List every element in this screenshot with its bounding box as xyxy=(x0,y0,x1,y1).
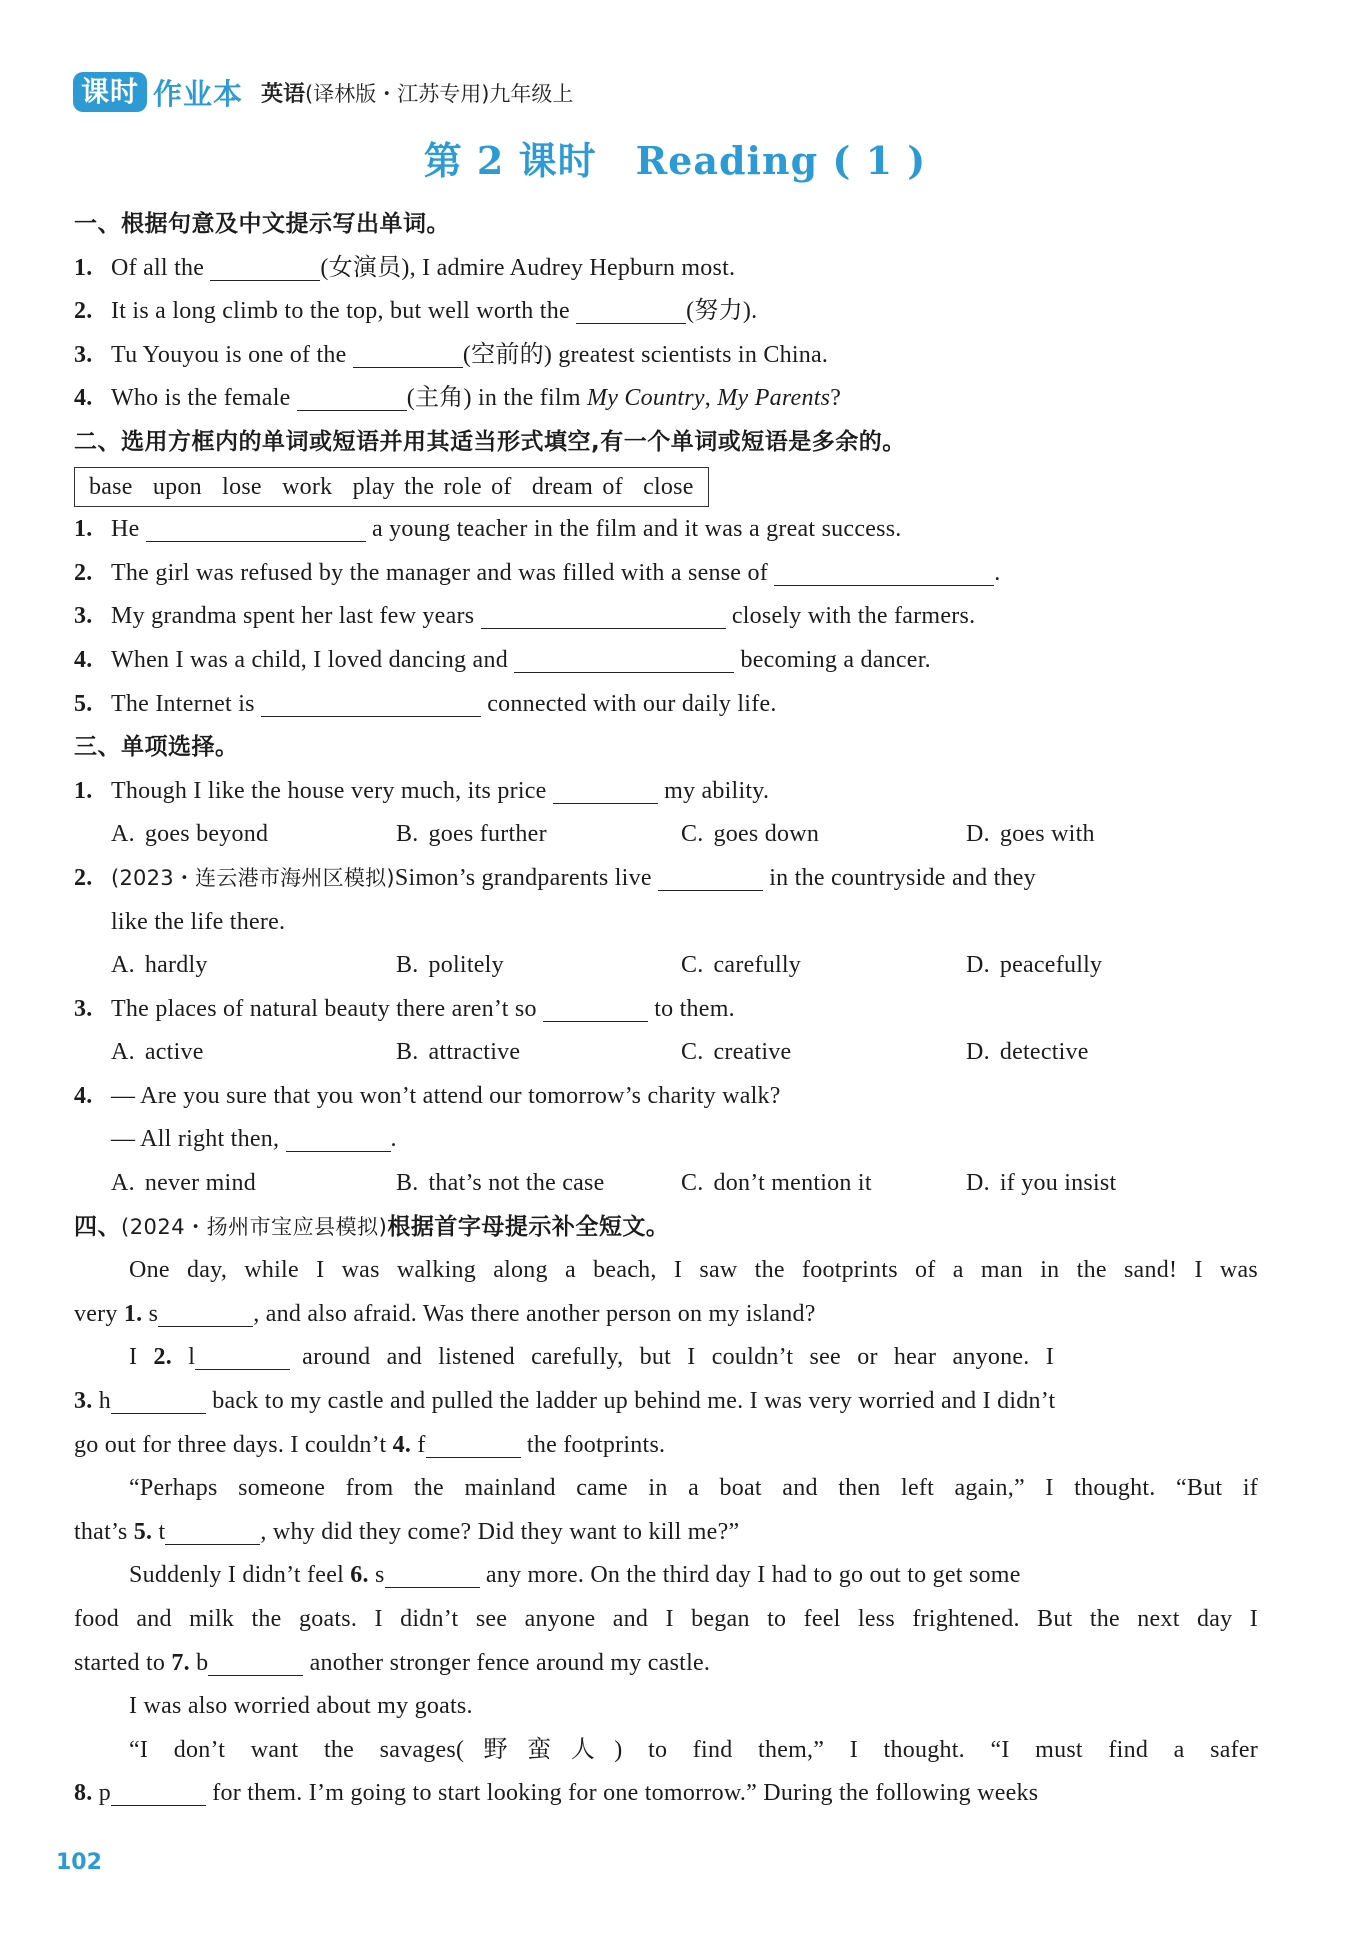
exercise-item: 1. Of all the (女演员), I admire Audrey Hepburn most. xyxy=(74,247,1258,291)
option-c[interactable]: C. don’t mention it xyxy=(681,1170,872,1197)
passage-line: food and milk the goats. I didn’t see anyone and I began to feel less frightened. But the next day I xyxy=(74,1606,1258,1632)
option-b[interactable]: B. that’s not the case xyxy=(396,1170,605,1197)
answer-blank[interactable] xyxy=(514,644,734,673)
exercise-item: 1. He a young teacher in the film and it was a great success. xyxy=(74,508,1258,552)
brand-logo: 课时 xyxy=(73,72,147,112)
section-heading: 二、选用方框内的单词或短语并用其适当形式填空,有一个单词或短语是多余的。 xyxy=(74,428,906,455)
lesson-title: 第 2 课时 Reading ( 1 ) xyxy=(423,138,927,183)
option-d[interactable]: D. goes with xyxy=(966,821,1095,848)
answer-blank[interactable] xyxy=(658,862,763,891)
options-row xyxy=(74,1162,1258,1206)
passage-line: go out for three days. I couldn’t 4. f the footprints. xyxy=(74,1424,1258,1468)
answer-blank[interactable] xyxy=(111,1385,206,1414)
section-heading: 四、(2024・扬州市宝应县模拟)根据首字母提示补全短文。 xyxy=(74,1213,670,1240)
question: 4. — Are you sure that you won’t attend our tomorrow’s charity walk? xyxy=(74,1082,781,1109)
exercise-item: 4. Who is the female (主角) in the film My Country, My Parents? xyxy=(74,377,1258,421)
word-box-row xyxy=(74,465,1258,509)
passage-line: One day, while I was walking along a beach, I saw the footprints of a man in the sand! I was xyxy=(129,1257,1258,1284)
answer-blank[interactable] xyxy=(553,775,658,804)
option-c[interactable]: C. goes down xyxy=(681,821,820,848)
section-heading: 三、单项选择。 xyxy=(74,734,239,761)
answer-blank[interactable] xyxy=(208,1647,303,1676)
passage-line: 8. p for them. I’m going to start looking for one tomorrow.” During the following weeks xyxy=(74,1772,1258,1816)
exercise-item: 3. My grandma spent her last few years closely with the farmers. xyxy=(74,595,1258,639)
subject-info: 英语(译林版・江苏专用)九年级上 xyxy=(261,81,574,107)
option-d[interactable]: D. if you insist xyxy=(966,1170,1117,1197)
exercise-content xyxy=(74,203,1258,1816)
options-row xyxy=(74,813,1258,857)
option-d[interactable]: D. peacefully xyxy=(966,952,1103,979)
options-row xyxy=(74,1031,1258,1075)
question-continuation: like the life there. xyxy=(111,908,286,935)
answer-blank[interactable] xyxy=(195,1341,290,1370)
option-c[interactable]: C. carefully xyxy=(681,952,802,979)
answer-blank[interactable] xyxy=(297,382,407,411)
question-continuation: — All right then, . xyxy=(74,1118,1258,1162)
page-number: 102 xyxy=(56,1850,102,1875)
option-c[interactable]: C. creative xyxy=(681,1039,792,1066)
answer-blank[interactable] xyxy=(210,252,320,281)
brand-logo-text: 作业本 xyxy=(153,76,244,111)
word-box: base upon lose work play the role of dream of close xyxy=(74,467,709,507)
passage-line: I was also worried about my goats. xyxy=(129,1693,473,1720)
passage-line: 3. h back to my castle and pulled the ladder up behind me. I was very worried and I didn’t xyxy=(74,1380,1258,1424)
exercise-item: 5. The Internet is connected with our daily life. xyxy=(74,683,1258,727)
answer-blank[interactable] xyxy=(111,1777,206,1806)
answer-blank[interactable] xyxy=(481,600,726,629)
answer-blank[interactable] xyxy=(385,1559,480,1588)
passage-line: “Perhaps someone from the mainland came in a boat and then left again,” I thought. “But if xyxy=(129,1475,1258,1502)
exercise-item: 2. It is a long climb to the top, but well worth the (努力). xyxy=(74,290,1258,334)
answer-blank[interactable] xyxy=(353,339,463,368)
option-a[interactable]: A. active xyxy=(111,1039,204,1066)
answer-blank[interactable] xyxy=(576,295,686,324)
exercise-item: 3. Tu Youyou is one of the (空前的) greatest scientists in China. xyxy=(74,334,1258,378)
answer-blank[interactable] xyxy=(165,1516,260,1545)
answer-blank[interactable] xyxy=(146,513,366,542)
option-a[interactable]: A. goes beyond xyxy=(111,821,269,848)
option-a[interactable]: A. never mind xyxy=(111,1170,256,1197)
option-b[interactable]: B. politely xyxy=(396,952,504,979)
question: 2. (2023・连云港市海州区模拟)Simon’s grandparents live in the countryside and they xyxy=(74,857,1258,901)
option-b[interactable]: B. attractive xyxy=(396,1039,521,1066)
answer-blank[interactable] xyxy=(774,557,994,586)
options-row xyxy=(74,944,1258,988)
option-d[interactable]: D. detective xyxy=(966,1039,1089,1066)
passage-line: “I don’t want the savages(野蛮人) to find them,” I thought. “I must find a safer xyxy=(129,1736,1258,1763)
answer-blank[interactable] xyxy=(286,1123,391,1152)
answer-blank[interactable] xyxy=(543,993,648,1022)
passage-line: very 1. s , and also afraid. Was there another person on my island? xyxy=(74,1293,1258,1337)
passage-line: that’s 5. t , why did they come? Did they want to kill me?” xyxy=(74,1511,1258,1555)
passage-line: started to 7. b another stronger fence around my castle. xyxy=(74,1642,1258,1686)
question: 3. The places of natural beauty there aren’t so to them. xyxy=(74,988,1258,1032)
question: 1. Though I like the house very much, its price my ability. xyxy=(74,770,1258,814)
exercise-item: 2. The girl was refused by the manager and was filled with a sense of . xyxy=(74,552,1258,596)
answer-blank[interactable] xyxy=(158,1298,253,1327)
option-b[interactable]: B. goes further xyxy=(396,821,547,848)
section-heading: 一、根据句意及中文提示写出单词。 xyxy=(74,211,450,237)
exercise-item: 4. When I was a child, I loved dancing and becoming a dancer. xyxy=(74,639,1258,683)
page-header xyxy=(73,70,573,114)
option-a[interactable]: A. hardly xyxy=(111,952,208,979)
passage-line: Suddenly I didn’t feel 6. s any more. On the third day I had to go out to get some xyxy=(74,1554,1258,1598)
answer-blank[interactable] xyxy=(261,688,481,717)
passage-line: I 2. l around and listened carefully, but I couldn’t see or hear anyone. I xyxy=(74,1336,1258,1380)
answer-blank[interactable] xyxy=(426,1429,521,1458)
